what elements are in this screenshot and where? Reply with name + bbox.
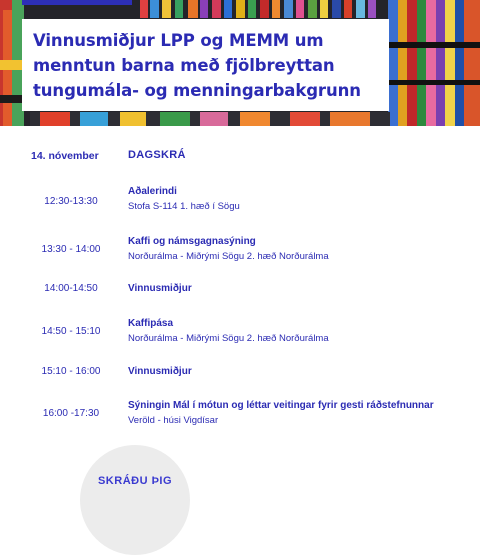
agenda-title: Kaffipása [128, 318, 174, 329]
agenda-title: Sýningin Mál í mótun og léttar veitingar fyrir gesti ráðstefnunnar [128, 400, 434, 411]
agenda-title: Vinnusmiðjur [128, 283, 192, 294]
agenda-time: 15:10 - 16:00 [41, 366, 101, 377]
agenda-location: Norðurálma - Miðrými Sögu 2. hæð Norðurálma [128, 251, 329, 262]
agenda-time: 16:00 -17:30 [42, 408, 100, 419]
agenda-title: Aðalerindi [128, 186, 177, 197]
agenda-location: Veröld - húsi Vigdísar [128, 415, 219, 426]
top-accent-bar [22, 0, 132, 5]
title-card [22, 19, 389, 111]
agenda-title: Kaffi og námsgagnasýning [128, 236, 256, 247]
register-label: SKRÁÐU ÞIG [97, 475, 173, 487]
agenda-location: Norðurálma - Miðrými Sögu 2. hæð Norðurálma [128, 333, 329, 344]
agenda-heading: DAGSKRÁ [128, 149, 186, 161]
agenda-time: 14:00-14:50 [44, 283, 98, 294]
register-button[interactable] [80, 445, 190, 555]
agenda-title: Vinnusmiðjur [128, 366, 192, 377]
agenda-location: Stofa S-114 1. hæð í Sögu [128, 201, 240, 212]
agenda-time: 14:50 - 15:10 [41, 326, 101, 337]
agenda-time: 13:30 - 14:00 [41, 244, 101, 255]
page-title: Vinnusmiðjur LPP og MEMM um menntun barna með fjölbreyttan tungumála- og menningarbakgrunn [33, 31, 361, 100]
agenda-time: 12:30-13:30 [44, 196, 98, 207]
agenda-date: 14. nóvember [31, 150, 99, 162]
hero-banner [0, 0, 480, 126]
